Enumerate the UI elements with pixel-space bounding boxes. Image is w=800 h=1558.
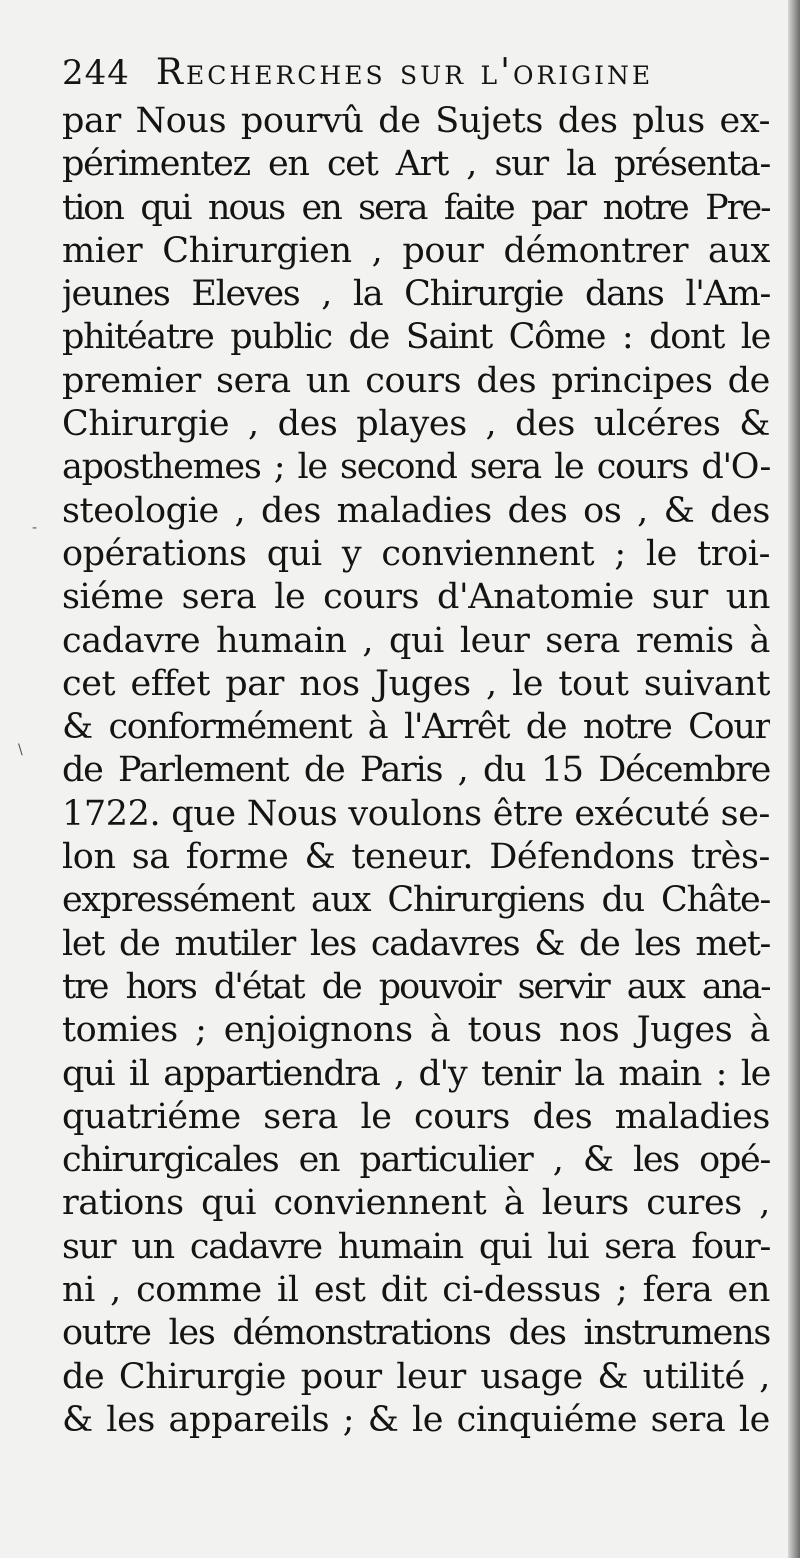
text-line: 1722. que Nous voulons être exécuté se-	[62, 793, 770, 834]
text-line: tre hors d'état de pouvoir servir aux ana-	[62, 966, 770, 1007]
text-line: phitéatre public de Saint Côme : dont le	[62, 317, 770, 358]
text-line: opérations qui y conviennent ; le troi-	[62, 533, 770, 574]
text-line: rations qui conviennent à leurs cures ,	[62, 1183, 770, 1224]
text-line: quatriéme sera le cours des maladies	[62, 1096, 770, 1137]
text-line: lon sa forme & teneur. Défendons très-	[62, 837, 770, 878]
margin-tick-mark: -	[32, 520, 38, 536]
text-line: de Parlement de Paris , du 15 Décembre	[62, 750, 770, 791]
text-line: & les appareils ; & le cinquiéme sera le	[62, 1399, 770, 1440]
text-line: aposthemes ; le second sera le cours d'O-	[62, 447, 770, 488]
text-line: siéme sera le cours d'Anatomie sur un	[62, 577, 770, 618]
running-title: Recherches sur l'origine	[155, 52, 654, 93]
text-line: tion qui nous en sera faite par notre Pre-	[62, 187, 770, 228]
text-line: & conformément à l'Arrêt de notre Cour	[62, 707, 770, 748]
text-line: sur un cadavre humain qui lui sera four-	[62, 1226, 770, 1267]
text-line: par Nous pourvû de Sujets des plus ex-	[62, 101, 770, 141]
running-header	[62, 52, 742, 102]
text-line: cet effet par nos Juges , le tout suivant	[62, 663, 770, 704]
text-line: ni , comme il est dit ci-dessus ; fera en	[62, 1270, 770, 1311]
text-line: expressément aux Chirurgiens du Châte-	[62, 880, 770, 921]
text-line: périmentez en cet Art , sur la présenta-	[62, 144, 770, 185]
page-edge-shadow	[788, 0, 800, 1558]
text-line: outre les démonstrations des instrumens	[62, 1313, 770, 1354]
text-line: Chirurgie , des playes , des ulcéres &	[62, 404, 770, 445]
text-line: chirurgicales en particulier , & les opé-	[62, 1140, 770, 1181]
text-line: tomies ; enjoignons à tous nos Juges à	[62, 1010, 770, 1051]
text-line: de Chirurgie pour leur usage & utilité ,	[62, 1356, 770, 1397]
text-line: let de mutiler les cadavres & de les met-	[62, 923, 770, 964]
text-line: premier sera un cours des principes de	[62, 360, 770, 401]
text-line: cadavre humain , qui leur sera remis à	[62, 620, 770, 661]
text-line: steologie , des maladies des os , & des	[62, 490, 770, 531]
text-line: jeunes Eleves , la Chirurgie dans l'Am-	[62, 274, 770, 315]
page-number: 244	[62, 53, 130, 93]
text-line: mier Chirurgien , pour démontrer aux	[62, 230, 770, 271]
body-text	[62, 100, 770, 1442]
margin-tick-mark: \	[18, 742, 23, 758]
text-line: qui il appartiendra , d'y tenir la main : le	[62, 1053, 770, 1094]
